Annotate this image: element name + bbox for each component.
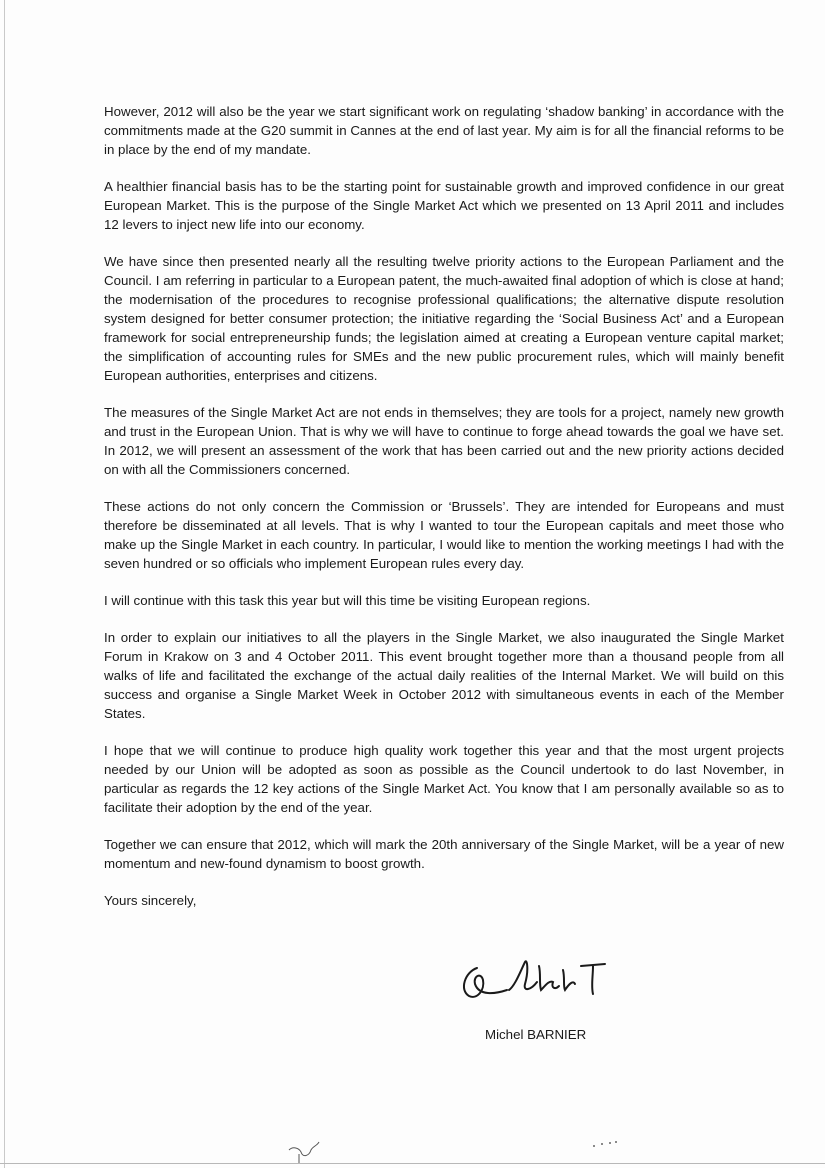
handwritten-signature <box>455 950 615 1010</box>
signatory-name: Michel BARNIER <box>485 1027 587 1042</box>
letter-body <box>104 102 784 928</box>
paragraph-single-market-forum: In order to explain our initiatives to all the players in the Single Market, we also inaugurated the Single Market Forum in Krakow on 3 and 4 October 2011. This event brought together more than a thousand people from all walks of life and facilitated the exchange of the actual daily realities of the Internal Market. We will build on this success and organise a Single Market Week in October 2012 with simultaneous events in each of the Member States. <box>104 630 784 721</box>
paragraph-actions-concern: These actions do not only concern the Commission or ‘Brussels’. They are intended for Europeans and must therefore be disseminated at all levels. That is why I wanted to tour the European capitals and meet those who make up the Single Market in each country. In particular, I would like to mention the working meetings I had with the seven hundred or so officials who implement European rules every day. <box>104 499 784 571</box>
paragraph-high-quality-work: I hope that we will continue to produce high quality work together this year and that the most urgent projects needed by our Union will be adopted as soon as possible as the Council undertook to do last November, in particular as regards the 12 key actions of the Single Market Act. You know that I am personally available so as to facilitate their adoption by the end of the year. <box>104 743 784 815</box>
paragraph-financial-basis: A healthier financial basis has to be the starting point for sustainable growth and improved confidence in our great European Market. This is the purpose of the Single Market Act which we presented on 13 April 2011 and includes 12 levers to inject new life into our economy. <box>104 179 784 232</box>
paragraph-anniversary: Together we can ensure that 2012, which will mark the 20th anniversary of the Single Market, will be a year of new momentum and new-found dynamism to boost growth. <box>104 837 784 871</box>
scan-artifact-mark <box>285 1136 325 1166</box>
paragraph-priority-actions: We have since then presented nearly all the resulting twelve priority actions to the European Parliament and the Council. I am referring in particular to a European patent, the much-awaited final adoption of which is close at hand; the modernisation of the procedures to recognise professional qualifications; the alternative dispute resolution system designed for better consumer protection; the initiative regarding the ‘Social Business Act’ and a European framework for social entrepreneurship funds; the legislation aimed at creating a European venture capital market; the simplification of accounting rules for SMEs and the new public procurement rules, which will mainly benefit European authorities, enterprises and citizens. <box>104 254 784 383</box>
paragraph-measures: The measures of the Single Market Act are not ends in themselves; they are tools for a project, namely new growth and trust in the European Union. That is why we will have to continue to forge ahead towards the goal we have set. In 2012, we will present an assessment of the work that has been carried out and the new priority actions decided on with all the Commissioners concerned. <box>104 405 784 477</box>
closing-salutation: Yours sincerely, <box>104 893 197 908</box>
scan-bottom-edge <box>0 1163 825 1164</box>
paragraph-continue-task: I will continue with this task this year but will this time be visiting European regions. <box>104 593 591 608</box>
scan-artifact-dots <box>590 1140 620 1150</box>
paragraph-shadow-banking: However, 2012 will also be the year we start significant work on regulating ‘shadow banking’ in accordance with the commitments made at the G20 summit in Cannes at the end of last year. My aim is for all the financial reforms to be in place by the end of my mandate. <box>104 104 784 157</box>
scan-left-edge <box>4 0 5 1168</box>
